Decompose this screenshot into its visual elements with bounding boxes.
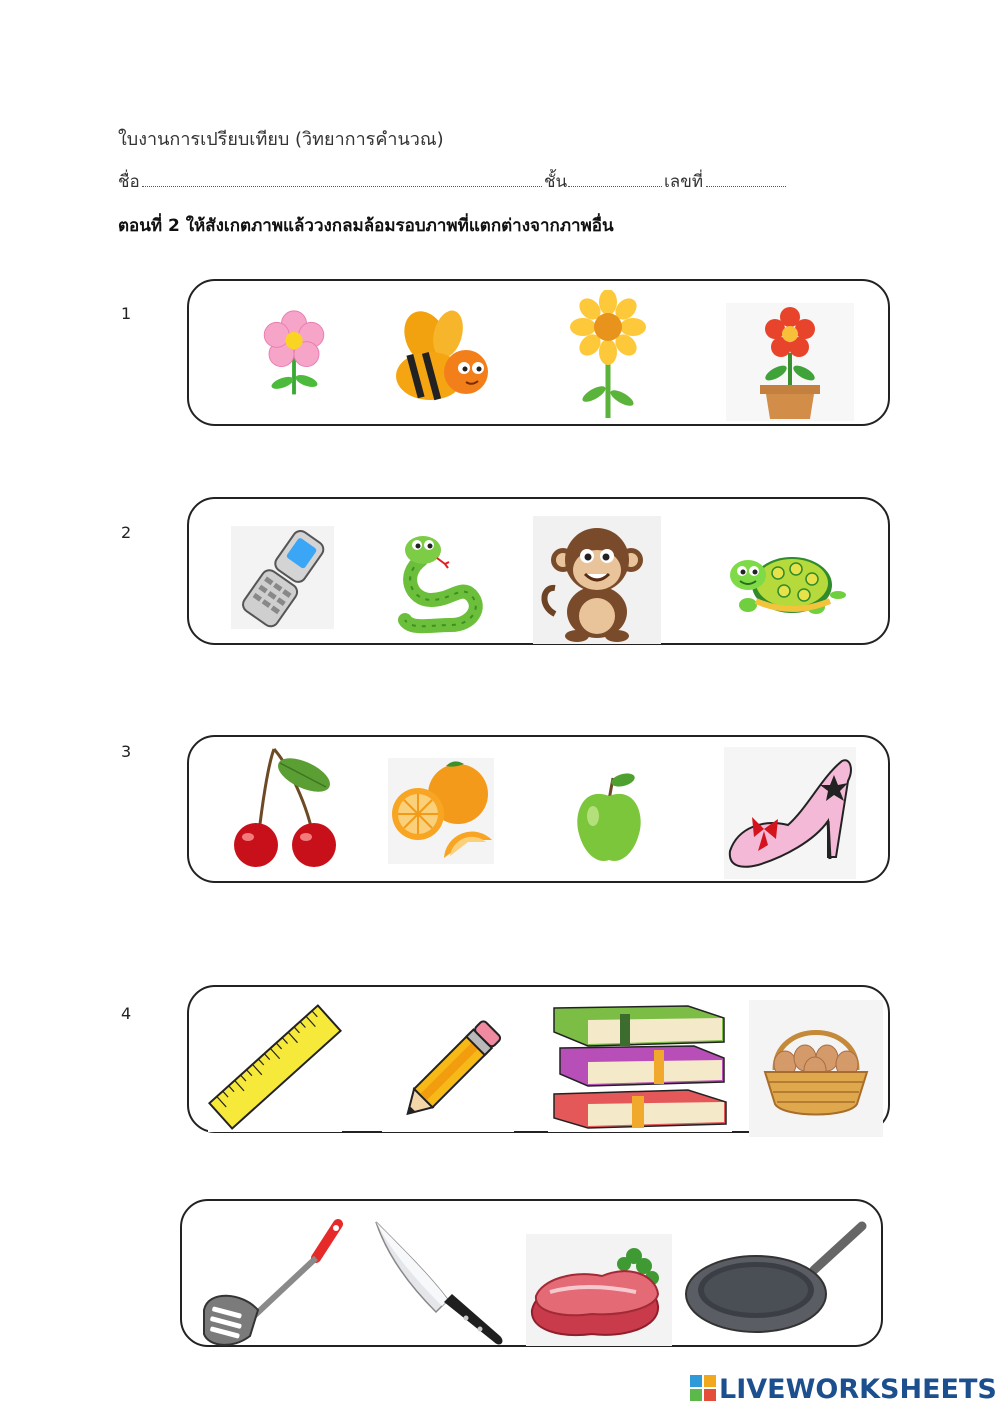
liveworksheets-logo xyxy=(690,1374,997,1405)
ruler-picture[interactable] xyxy=(208,1002,342,1132)
green-apple-picture[interactable] xyxy=(573,770,645,866)
pencil-picture[interactable] xyxy=(382,1012,514,1132)
mobile-phone-picture[interactable] xyxy=(231,526,334,629)
class-label: ชั้น xyxy=(544,172,568,192)
cherries-picture[interactable] xyxy=(228,745,342,869)
knife-picture[interactable] xyxy=(372,1218,506,1350)
turtle-picture[interactable] xyxy=(726,543,848,623)
instruction: ตอนที่ 2 ให้สังเกตภาพแล้ววงกลมล้อมรอบภาพที่แตกต่างจากภาพอื่น xyxy=(118,216,614,236)
student-info-line xyxy=(118,168,798,194)
question-number: 1 xyxy=(121,304,132,323)
oranges-picture[interactable] xyxy=(388,758,494,864)
pink-flower-picture[interactable] xyxy=(255,308,333,404)
name-field[interactable] xyxy=(142,186,542,187)
books-picture[interactable] xyxy=(548,1000,732,1132)
liveworksheets-icon xyxy=(690,1375,716,1401)
frying-pan-picture[interactable] xyxy=(684,1218,868,1334)
number-label: เลขที่ xyxy=(664,172,704,192)
meat-picture[interactable] xyxy=(526,1234,672,1346)
snake-picture[interactable] xyxy=(391,530,485,634)
class-field[interactable] xyxy=(568,186,662,187)
bee-picture[interactable] xyxy=(388,310,494,406)
question-number: 3 xyxy=(121,742,132,761)
spatula-picture[interactable] xyxy=(198,1218,348,1352)
worksheet-title: ใบงานการเปรียบเทียบ (วิทยาการคำนวณ) xyxy=(118,129,444,150)
name-label: ชื่อ xyxy=(118,172,140,192)
question-number: 2 xyxy=(121,523,132,542)
potted-flower-picture[interactable] xyxy=(726,303,854,421)
egg-basket-picture[interactable] xyxy=(749,1000,883,1137)
sunflower-picture[interactable] xyxy=(570,290,646,420)
question-number: 4 xyxy=(121,1004,132,1023)
number-field[interactable] xyxy=(706,186,786,187)
high-heel-shoe-picture[interactable] xyxy=(724,747,856,879)
brand-name: LIVEWORKSHEETS xyxy=(719,1374,997,1405)
monkey-picture[interactable] xyxy=(533,516,661,644)
